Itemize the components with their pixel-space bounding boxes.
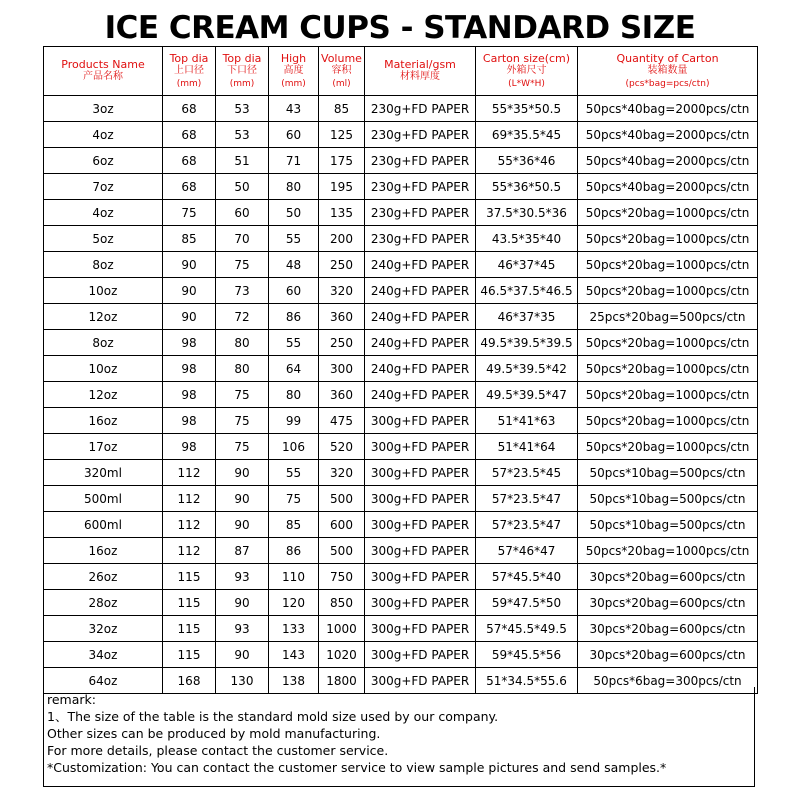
table-row bbox=[44, 356, 758, 382]
table-header bbox=[44, 47, 758, 96]
material-cell: 300g+FD PAPER bbox=[365, 434, 476, 460]
table-row bbox=[44, 434, 758, 460]
carton-quantity-cell: 50pcs*20bag=1000pcs/ctn bbox=[578, 226, 758, 252]
table-row bbox=[44, 96, 758, 122]
carton-quantity-cell: 50pcs*10bag=500pcs/ctn bbox=[578, 512, 758, 538]
bottom-dia-cell: 90 bbox=[216, 642, 269, 668]
carton-size-cell: 57*45.5*49.5 bbox=[476, 616, 578, 642]
bottom-dia-cell: 90 bbox=[216, 486, 269, 512]
material-cell: 300g+FD PAPER bbox=[365, 486, 476, 512]
bottom-dia-cell: 50 bbox=[216, 174, 269, 200]
height-cell: 43 bbox=[269, 96, 319, 122]
product-name-cell: 10oz bbox=[44, 278, 163, 304]
volume-cell: 125 bbox=[319, 122, 365, 148]
product-name-cell: 26oz bbox=[44, 564, 163, 590]
material-cell: 300g+FD PAPER bbox=[365, 642, 476, 668]
volume-cell: 250 bbox=[319, 252, 365, 278]
table-row bbox=[44, 174, 758, 200]
table-row bbox=[44, 486, 758, 512]
volume-cell: 1800 bbox=[319, 668, 365, 694]
material-cell: 300g+FD PAPER bbox=[365, 460, 476, 486]
volume-cell: 300 bbox=[319, 356, 365, 382]
top-dia-cell: 115 bbox=[163, 642, 216, 668]
volume-cell: 475 bbox=[319, 408, 365, 434]
carton-size-cell: 59*45.5*56 bbox=[476, 642, 578, 668]
volume-cell: 360 bbox=[319, 382, 365, 408]
carton-size-cell: 57*45.5*40 bbox=[476, 564, 578, 590]
product-name-cell: 34oz bbox=[44, 642, 163, 668]
table-row bbox=[44, 616, 758, 642]
material-cell: 240g+FD PAPER bbox=[365, 252, 476, 278]
volume-cell: 850 bbox=[319, 590, 365, 616]
top-dia-cell: 98 bbox=[163, 434, 216, 460]
product-name-cell: 8oz bbox=[44, 330, 163, 356]
volume-cell: 360 bbox=[319, 304, 365, 330]
header-material: Material/gsm 材料厚度 bbox=[365, 47, 476, 96]
height-cell: 55 bbox=[269, 226, 319, 252]
carton-size-cell: 57*23.5*45 bbox=[476, 460, 578, 486]
volume-cell: 600 bbox=[319, 512, 365, 538]
height-cell: 85 bbox=[269, 512, 319, 538]
material-cell: 300g+FD PAPER bbox=[365, 590, 476, 616]
product-name-cell: 32oz bbox=[44, 616, 163, 642]
carton-size-cell: 69*35.5*45 bbox=[476, 122, 578, 148]
bottom-dia-cell: 60 bbox=[216, 200, 269, 226]
top-dia-cell: 90 bbox=[163, 304, 216, 330]
top-dia-cell: 98 bbox=[163, 330, 216, 356]
table-row bbox=[44, 642, 758, 668]
carton-size-cell: 59*47.5*50 bbox=[476, 590, 578, 616]
height-cell: 60 bbox=[269, 278, 319, 304]
carton-quantity-cell: 30pcs*20bag=600pcs/ctn bbox=[578, 590, 758, 616]
top-dia-cell: 98 bbox=[163, 356, 216, 382]
product-name-cell: 28oz bbox=[44, 590, 163, 616]
bottom-dia-cell: 75 bbox=[216, 434, 269, 460]
page-title: ICE CREAM CUPS - STANDARD SIZE bbox=[104, 10, 696, 46]
bottom-dia-cell: 72 bbox=[216, 304, 269, 330]
bottom-dia-cell: 90 bbox=[216, 512, 269, 538]
material-cell: 240g+FD PAPER bbox=[365, 330, 476, 356]
top-dia-cell: 68 bbox=[163, 174, 216, 200]
product-name-cell: 12oz bbox=[44, 382, 163, 408]
table-row bbox=[44, 330, 758, 356]
material-cell: 300g+FD PAPER bbox=[365, 538, 476, 564]
top-dia-cell: 90 bbox=[163, 278, 216, 304]
height-cell: 143 bbox=[269, 642, 319, 668]
carton-size-cell: 51*41*63 bbox=[476, 408, 578, 434]
top-dia-cell: 115 bbox=[163, 590, 216, 616]
height-cell: 48 bbox=[269, 252, 319, 278]
carton-quantity-cell: 50pcs*20bag=1000pcs/ctn bbox=[578, 356, 758, 382]
carton-size-cell: 37.5*30.5*36 bbox=[476, 200, 578, 226]
height-cell: 133 bbox=[269, 616, 319, 642]
material-cell: 230g+FD PAPER bbox=[365, 122, 476, 148]
height-cell: 55 bbox=[269, 460, 319, 486]
table-row bbox=[44, 382, 758, 408]
carton-size-cell: 51*34.5*55.6 bbox=[476, 668, 578, 694]
carton-size-cell: 49.5*39.5*42 bbox=[476, 356, 578, 382]
material-cell: 300g+FD PAPER bbox=[365, 512, 476, 538]
header-bottom-dia: Top dia 下口径 (mm) bbox=[216, 47, 269, 96]
height-cell: 80 bbox=[269, 382, 319, 408]
bottom-dia-cell: 75 bbox=[216, 252, 269, 278]
table-row bbox=[44, 278, 758, 304]
top-dia-cell: 115 bbox=[163, 616, 216, 642]
carton-quantity-cell: 25pcs*20bag=500pcs/ctn bbox=[578, 304, 758, 330]
carton-quantity-cell: 50pcs*10bag=500pcs/ctn bbox=[578, 460, 758, 486]
header-high: High 高度 (mm) bbox=[269, 47, 319, 96]
height-cell: 64 bbox=[269, 356, 319, 382]
carton-quantity-cell: 30pcs*20bag=600pcs/ctn bbox=[578, 642, 758, 668]
remark-line: *Customization: You can contact the customer service to view sample pictures and send samples.* bbox=[47, 760, 667, 775]
carton-size-cell: 49.5*39.5*47 bbox=[476, 382, 578, 408]
top-dia-cell: 75 bbox=[163, 200, 216, 226]
remark-line: 1、The size of the table is the standard mold size used by our company. bbox=[47, 709, 499, 724]
bottom-dia-cell: 70 bbox=[216, 226, 269, 252]
carton-quantity-cell: 50pcs*40bag=2000pcs/ctn bbox=[578, 96, 758, 122]
carton-quantity-cell: 50pcs*20bag=1000pcs/ctn bbox=[578, 278, 758, 304]
volume-cell: 195 bbox=[319, 174, 365, 200]
height-cell: 99 bbox=[269, 408, 319, 434]
volume-cell: 250 bbox=[319, 330, 365, 356]
volume-cell: 1020 bbox=[319, 642, 365, 668]
bottom-dia-cell: 130 bbox=[216, 668, 269, 694]
volume-cell: 520 bbox=[319, 434, 365, 460]
carton-size-cell: 49.5*39.5*39.5 bbox=[476, 330, 578, 356]
table-row bbox=[44, 200, 758, 226]
carton-size-cell: 57*46*47 bbox=[476, 538, 578, 564]
volume-cell: 135 bbox=[319, 200, 365, 226]
carton-size-cell: 55*35*50.5 bbox=[476, 96, 578, 122]
product-name-cell: 5oz bbox=[44, 226, 163, 252]
volume-cell: 1000 bbox=[319, 616, 365, 642]
height-cell: 50 bbox=[269, 200, 319, 226]
bottom-dia-cell: 80 bbox=[216, 356, 269, 382]
volume-cell: 175 bbox=[319, 148, 365, 174]
product-name-cell: 7oz bbox=[44, 174, 163, 200]
table-row bbox=[44, 304, 758, 330]
table-row bbox=[44, 590, 758, 616]
carton-quantity-cell: 50pcs*40bag=2000pcs/ctn bbox=[578, 148, 758, 174]
top-dia-cell: 168 bbox=[163, 668, 216, 694]
header-volume: Volume 容积 (ml) bbox=[319, 47, 365, 96]
table-row bbox=[44, 252, 758, 278]
product-name-cell: 8oz bbox=[44, 252, 163, 278]
table-row bbox=[44, 122, 758, 148]
material-cell: 240g+FD PAPER bbox=[365, 382, 476, 408]
product-name-cell: 500ml bbox=[44, 486, 163, 512]
product-name-cell: 10oz bbox=[44, 356, 163, 382]
carton-quantity-cell: 50pcs*20bag=1000pcs/ctn bbox=[578, 382, 758, 408]
height-cell: 55 bbox=[269, 330, 319, 356]
volume-cell: 500 bbox=[319, 538, 365, 564]
carton-size-cell: 46*37*45 bbox=[476, 252, 578, 278]
product-name-cell: 16oz bbox=[44, 408, 163, 434]
height-cell: 120 bbox=[269, 590, 319, 616]
bottom-dia-cell: 93 bbox=[216, 616, 269, 642]
material-cell: 230g+FD PAPER bbox=[365, 200, 476, 226]
header-products-name: Products Name 产品名称 bbox=[44, 47, 163, 96]
product-name-cell: 17oz bbox=[44, 434, 163, 460]
carton-quantity-cell: 30pcs*20bag=600pcs/ctn bbox=[578, 616, 758, 642]
top-dia-cell: 98 bbox=[163, 408, 216, 434]
size-table bbox=[43, 46, 758, 694]
carton-quantity-cell: 50pcs*20bag=1000pcs/ctn bbox=[578, 252, 758, 278]
volume-cell: 500 bbox=[319, 486, 365, 512]
top-dia-cell: 68 bbox=[163, 122, 216, 148]
material-cell: 300g+FD PAPER bbox=[365, 616, 476, 642]
carton-quantity-cell: 50pcs*20bag=1000pcs/ctn bbox=[578, 408, 758, 434]
product-name-cell: 12oz bbox=[44, 304, 163, 330]
top-dia-cell: 68 bbox=[163, 148, 216, 174]
material-cell: 230g+FD PAPER bbox=[365, 174, 476, 200]
height-cell: 60 bbox=[269, 122, 319, 148]
bottom-dia-cell: 73 bbox=[216, 278, 269, 304]
top-dia-cell: 90 bbox=[163, 252, 216, 278]
carton-quantity-cell: 50pcs*40bag=2000pcs/ctn bbox=[578, 122, 758, 148]
carton-size-cell: 43.5*35*40 bbox=[476, 226, 578, 252]
material-cell: 240g+FD PAPER bbox=[365, 304, 476, 330]
carton-size-cell: 46*37*35 bbox=[476, 304, 578, 330]
product-name-cell: 6oz bbox=[44, 148, 163, 174]
material-cell: 230g+FD PAPER bbox=[365, 148, 476, 174]
carton-quantity-cell: 30pcs*20bag=600pcs/ctn bbox=[578, 564, 758, 590]
top-dia-cell: 68 bbox=[163, 96, 216, 122]
carton-quantity-cell: 50pcs*6bag=300pcs/ctn bbox=[578, 668, 758, 694]
top-dia-cell: 112 bbox=[163, 538, 216, 564]
volume-cell: 320 bbox=[319, 460, 365, 486]
table-row bbox=[44, 538, 758, 564]
carton-size-cell: 55*36*46 bbox=[476, 148, 578, 174]
product-name-cell: 3oz bbox=[44, 96, 163, 122]
carton-quantity-cell: 50pcs*20bag=1000pcs/ctn bbox=[578, 434, 758, 460]
material-cell: 240g+FD PAPER bbox=[365, 278, 476, 304]
material-cell: 300g+FD PAPER bbox=[365, 564, 476, 590]
bottom-dia-cell: 90 bbox=[216, 460, 269, 486]
material-cell: 300g+FD PAPER bbox=[365, 408, 476, 434]
table-row bbox=[44, 564, 758, 590]
product-name-cell: 4oz bbox=[44, 122, 163, 148]
volume-cell: 750 bbox=[319, 564, 365, 590]
table-row bbox=[44, 408, 758, 434]
height-cell: 80 bbox=[269, 174, 319, 200]
height-cell: 86 bbox=[269, 304, 319, 330]
height-cell: 86 bbox=[269, 538, 319, 564]
product-name-cell: 16oz bbox=[44, 538, 163, 564]
material-cell: 300g+FD PAPER bbox=[365, 668, 476, 694]
bottom-dia-cell: 75 bbox=[216, 382, 269, 408]
product-name-cell: 4oz bbox=[44, 200, 163, 226]
carton-size-cell: 55*36*50.5 bbox=[476, 174, 578, 200]
carton-size-cell: 46.5*37.5*46.5 bbox=[476, 278, 578, 304]
product-name-cell: 600ml bbox=[44, 512, 163, 538]
table-body bbox=[44, 96, 758, 694]
carton-quantity-cell: 50pcs*10bag=500pcs/ctn bbox=[578, 486, 758, 512]
remark-box bbox=[43, 687, 755, 787]
height-cell: 106 bbox=[269, 434, 319, 460]
height-cell: 138 bbox=[269, 668, 319, 694]
height-cell: 75 bbox=[269, 486, 319, 512]
product-name-cell: 320ml bbox=[44, 460, 163, 486]
table-row bbox=[44, 460, 758, 486]
remark-line: For more details, please contact the customer service. bbox=[47, 743, 389, 758]
header-quantity: Quantity of Carton 装箱数量 (pcs*bag=pcs/ctn) bbox=[578, 47, 758, 96]
volume-cell: 85 bbox=[319, 96, 365, 122]
top-dia-cell: 112 bbox=[163, 486, 216, 512]
carton-quantity-cell: 50pcs*20bag=1000pcs/ctn bbox=[578, 200, 758, 226]
bottom-dia-cell: 80 bbox=[216, 330, 269, 356]
remark-line: Other sizes can be produced by mold manufacturing. bbox=[47, 726, 381, 741]
material-cell: 230g+FD PAPER bbox=[365, 226, 476, 252]
carton-quantity-cell: 50pcs*20bag=1000pcs/ctn bbox=[578, 330, 758, 356]
top-dia-cell: 115 bbox=[163, 564, 216, 590]
bottom-dia-cell: 90 bbox=[216, 590, 269, 616]
remark-heading: remark: bbox=[47, 692, 96, 707]
material-cell: 240g+FD PAPER bbox=[365, 356, 476, 382]
top-dia-cell: 112 bbox=[163, 512, 216, 538]
volume-cell: 200 bbox=[319, 226, 365, 252]
table-row bbox=[44, 226, 758, 252]
carton-quantity-cell: 50pcs*40bag=2000pcs/ctn bbox=[578, 174, 758, 200]
table-row bbox=[44, 512, 758, 538]
height-cell: 71 bbox=[269, 148, 319, 174]
material-cell: 230g+FD PAPER bbox=[365, 96, 476, 122]
top-dia-cell: 112 bbox=[163, 460, 216, 486]
bottom-dia-cell: 53 bbox=[216, 96, 269, 122]
bottom-dia-cell: 93 bbox=[216, 564, 269, 590]
header-carton-size: Carton size(cm) 外箱尺寸 (L*W*H) bbox=[476, 47, 578, 96]
top-dia-cell: 98 bbox=[163, 382, 216, 408]
top-dia-cell: 85 bbox=[163, 226, 216, 252]
bottom-dia-cell: 87 bbox=[216, 538, 269, 564]
carton-quantity-cell: 50pcs*20bag=1000pcs/ctn bbox=[578, 538, 758, 564]
bottom-dia-cell: 53 bbox=[216, 122, 269, 148]
carton-size-cell: 57*23.5*47 bbox=[476, 512, 578, 538]
table-row bbox=[44, 148, 758, 174]
volume-cell: 320 bbox=[319, 278, 365, 304]
bottom-dia-cell: 51 bbox=[216, 148, 269, 174]
height-cell: 110 bbox=[269, 564, 319, 590]
bottom-dia-cell: 75 bbox=[216, 408, 269, 434]
carton-size-cell: 51*41*64 bbox=[476, 434, 578, 460]
product-name-cell: 64oz bbox=[44, 668, 163, 694]
header-top-dia: Top dia 上口径 (mm) bbox=[163, 47, 216, 96]
carton-size-cell: 57*23.5*47 bbox=[476, 486, 578, 512]
